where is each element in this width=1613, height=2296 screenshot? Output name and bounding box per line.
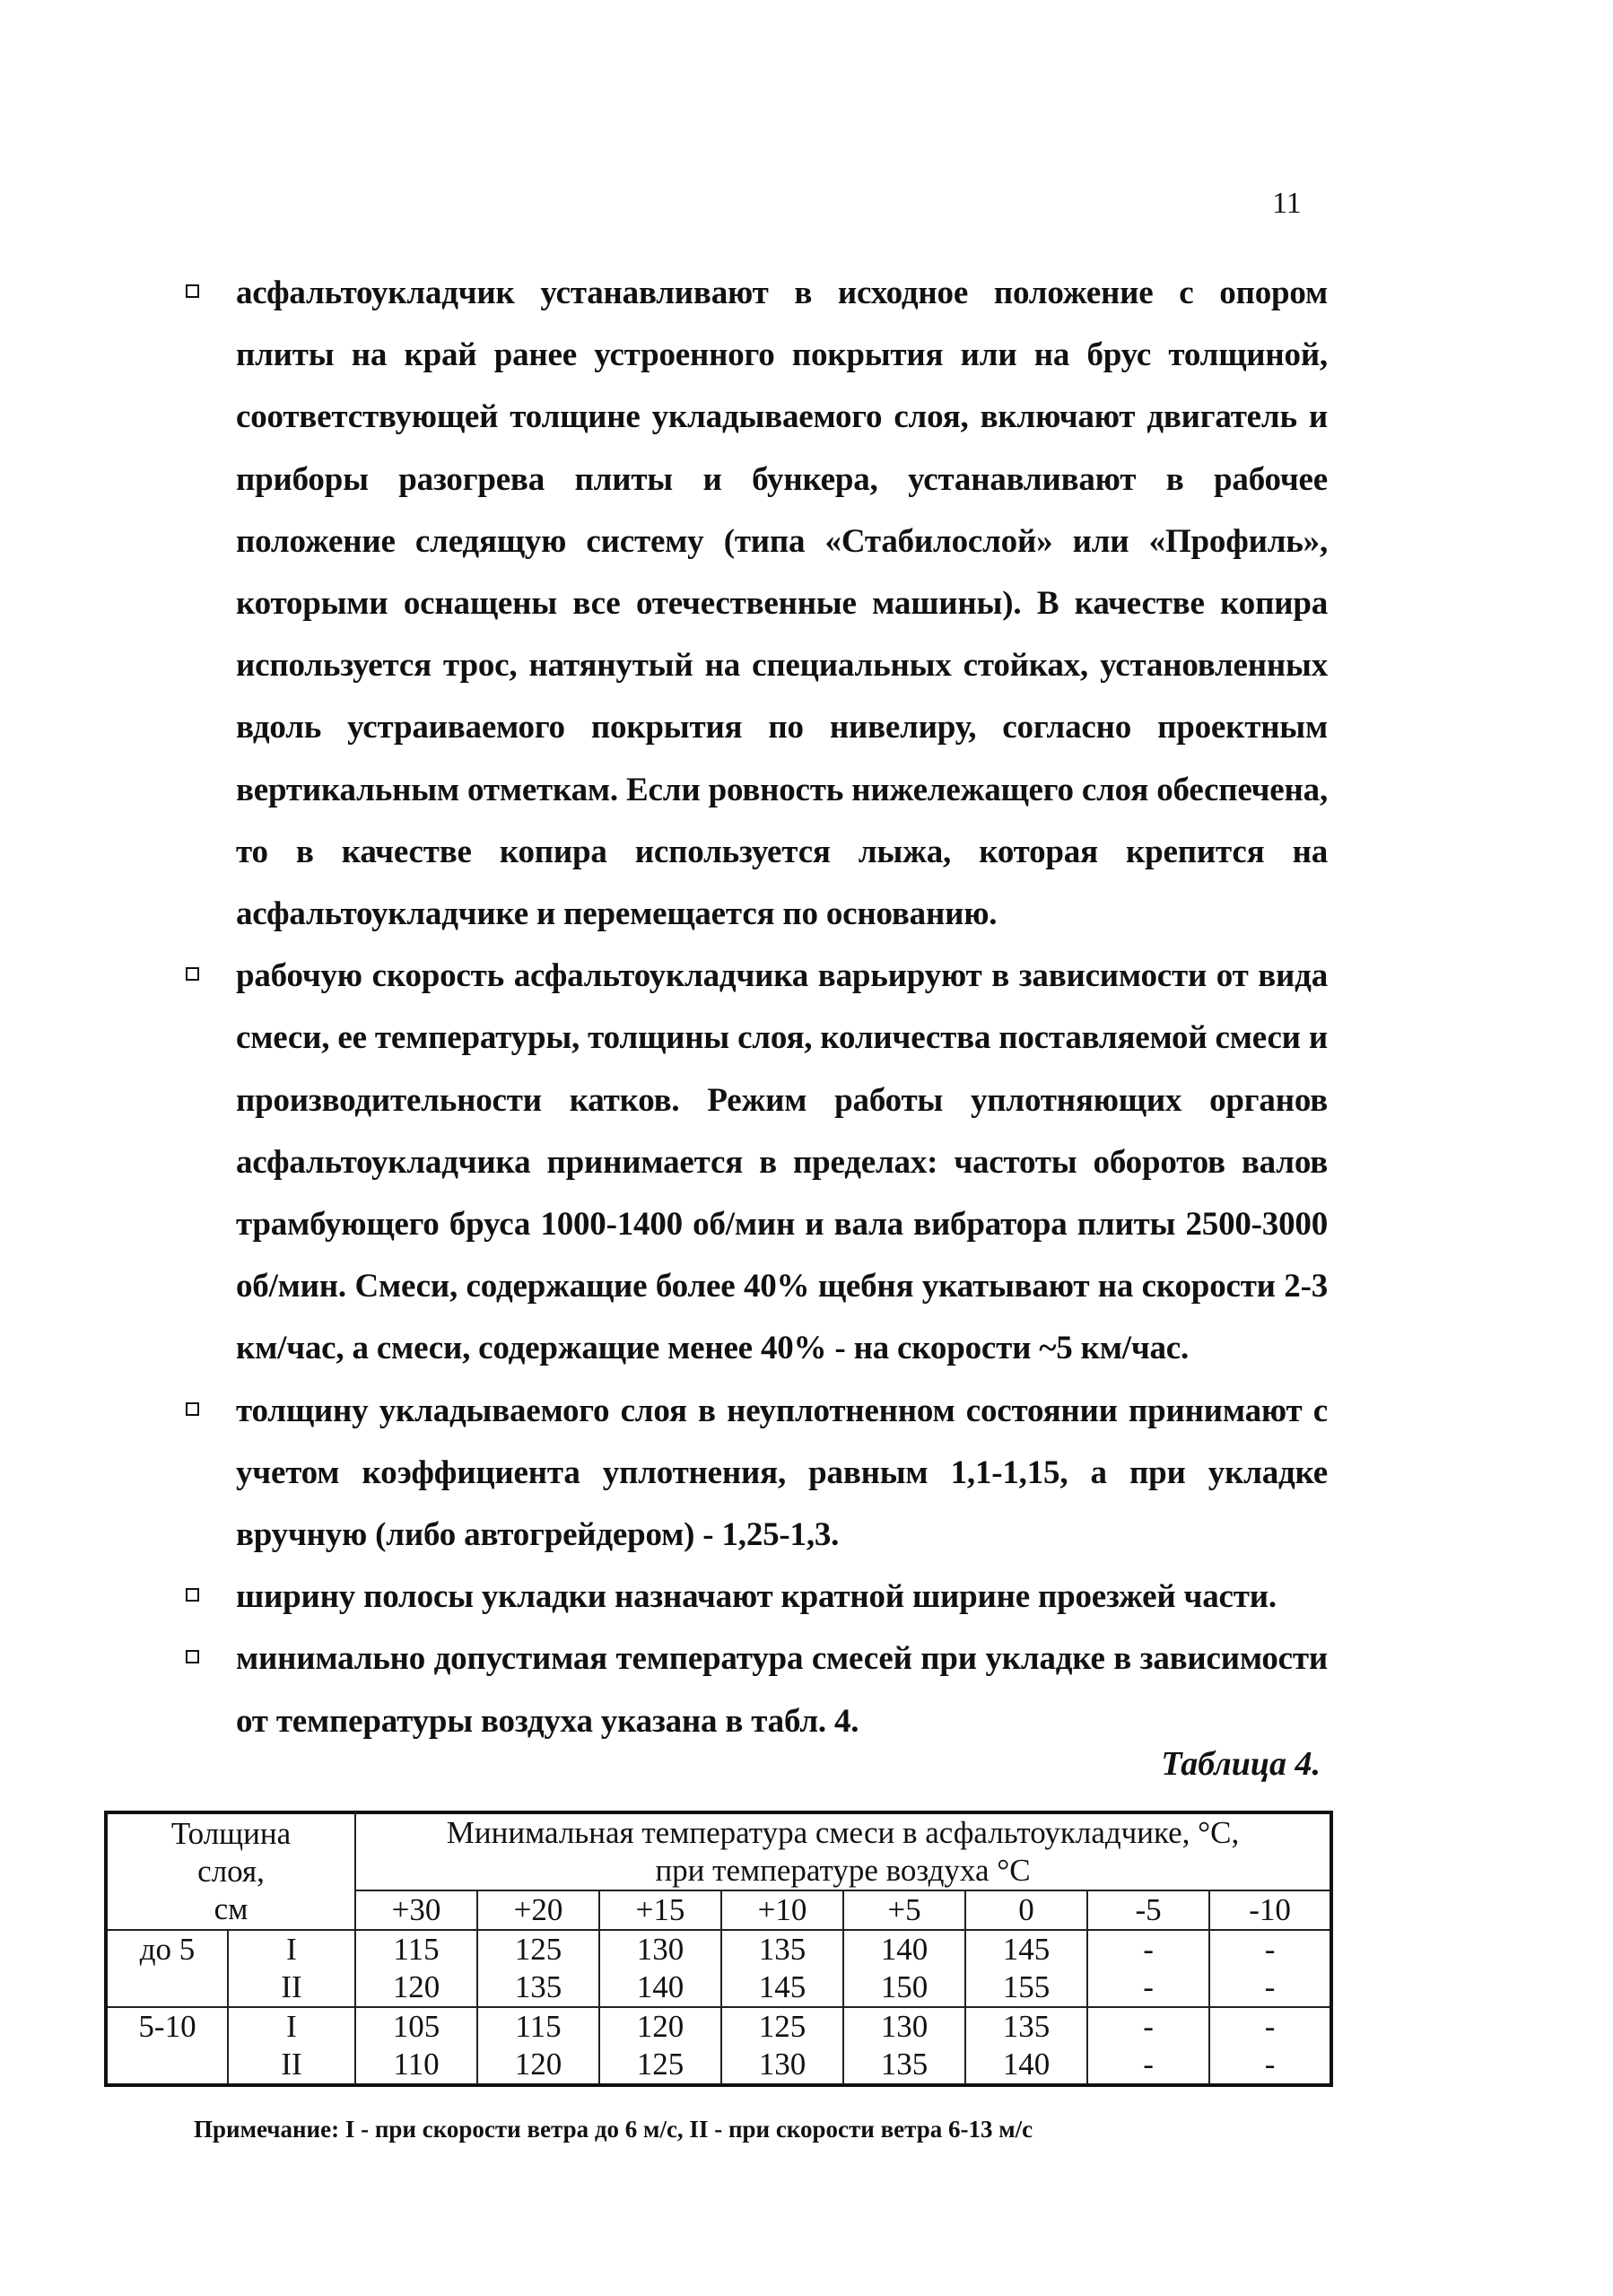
value-cell: 120 (355, 1969, 477, 2007)
air-temp-cell: +15 (599, 1890, 721, 1930)
value-cell: 130 (843, 2007, 965, 2046)
table-row (106, 1969, 1331, 2007)
value-cell: - (1087, 2007, 1209, 2046)
value-cell: 155 (965, 1969, 1087, 2007)
list-item (184, 1380, 1328, 1567)
air-temp-cell: 0 (965, 1890, 1087, 1930)
page-number: 11 (1272, 187, 1302, 220)
value-cell: 105 (355, 2007, 477, 2046)
value-cell: 110 (355, 2046, 477, 2085)
min-temperature-header (355, 1812, 1331, 1890)
value-cell: - (1087, 2046, 1209, 2085)
temperature-table-container (104, 1811, 1330, 2087)
value-cell: 135 (843, 2046, 965, 2085)
square-bullet-icon (186, 1588, 199, 1602)
square-bullet-icon (186, 967, 199, 981)
value-cell: - (1209, 1969, 1331, 2007)
value-cell: 120 (599, 2007, 721, 2046)
value-cell: - (1087, 1969, 1209, 2007)
table-note: Примечание: I - при скорости ветра до 6 м/с, II - при скорости ветра 6-13 м/с (194, 2116, 1033, 2143)
list-item (184, 1628, 1328, 1751)
air-temp-cell: -10 (1209, 1890, 1331, 1930)
air-temp-cell: +10 (721, 1890, 843, 1930)
wind-cell: I (228, 2007, 355, 2046)
value-cell: 145 (721, 1969, 843, 2007)
wind-cell: I (228, 1930, 355, 1969)
value-cell: - (1087, 1930, 1209, 1969)
bullet-list (184, 262, 1328, 1752)
min-temperature-header-line: при температуре воздуха °C (655, 1853, 1031, 1888)
value-cell: 140 (599, 1969, 721, 2007)
thickness-header-line: см (214, 1891, 248, 1926)
value-cell: 130 (599, 1930, 721, 1969)
value-cell: - (1209, 2007, 1331, 2046)
value-cell: 115 (355, 1930, 477, 1969)
list-item (184, 262, 1328, 945)
value-cell: 135 (965, 2007, 1087, 2046)
value-cell: - (1209, 2046, 1331, 2085)
thickness-header-line: Толщина (170, 1816, 292, 1851)
value-cell: 130 (721, 2046, 843, 2085)
value-cell: 140 (843, 1930, 965, 1969)
value-cell: 135 (721, 1930, 843, 1969)
value-cell: 125 (599, 2046, 721, 2085)
air-temp-cell: +30 (355, 1890, 477, 1930)
thickness-header-line: слоя, (197, 1854, 265, 1889)
value-cell: 140 (965, 2046, 1087, 2085)
air-temp-cell: +5 (843, 1890, 965, 1930)
value-cell: 145 (965, 1930, 1087, 1969)
thickness-cell: до 5 (106, 1930, 228, 2007)
value-cell: 125 (721, 2007, 843, 2046)
table-row (106, 2007, 1331, 2046)
list-item-text: толщину укладываемого слоя в неуплотненном состоянии принимают с учетом коэффициента уплотнения, равным 1,1-1,15, а при укладке вручную (либо автогрейдером) - 1,25-1,3. (236, 1392, 1328, 1554)
list-item-text: минимально допустимая температура смесей при укладке в зависимости от температуры воздуха указана в табл. 4. (236, 1640, 1328, 1740)
thickness-cell: 5-10 (106, 2007, 228, 2085)
square-bullet-icon (186, 1650, 199, 1663)
thickness-header (106, 1812, 355, 1930)
value-cell: 135 (477, 1969, 599, 2007)
value-cell: 150 (843, 1969, 965, 2007)
air-temp-cell: +20 (477, 1890, 599, 1930)
value-cell: - (1209, 1930, 1331, 1969)
wind-cell: II (228, 2046, 355, 2085)
table-row (106, 2046, 1331, 2085)
list-item-text: асфальтоукладчик устанавливают в исходное положение с опором плиты на край ранее устроенного покрытия или на брус толщиной, соответствующей толщине укладываемого слоя, включают двигатель и приборы разогрева плиты и бункера, устанавливают в рабочее положение следящую систему (типа «Стабилослой» или «Профиль», которыми оснащены все отечественные машины). В качестве копира используется трос, натянутый на специальных стойках, установленных вдоль устраиваемого покрытия по нивелиру, согласно проектным вертикальным отметкам. Если ровность нижележащего слоя обеспечена, то в качестве копира используется лыжа, которая крепится на асфальтоукладчике и перемещается по основанию. (236, 275, 1328, 933)
temperature-table (104, 1811, 1333, 2087)
air-temp-cell: -5 (1087, 1890, 1209, 1930)
square-bullet-icon (186, 284, 199, 298)
wind-cell: II (228, 1969, 355, 2007)
min-temperature-header-line: Минимальная температура смеси в асфальтоукладчике, °C, (446, 1815, 1240, 1850)
list-item (184, 1566, 1328, 1628)
list-item-text: ширину полосы укладки назначают кратной ширине проезжей части. (236, 1578, 1277, 1616)
value-cell: 125 (477, 1930, 599, 1969)
value-cell: 120 (477, 2046, 599, 2085)
square-bullet-icon (186, 1402, 199, 1416)
table-caption: Таблица 4. (1161, 1745, 1321, 1783)
list-item-text: рабочую скорость асфальтоукладчика варьируют в зависимости от вида смеси, ее температуры, толщины слоя, количества поставляемой смеси и производительности катков. Режим работы уплотняющих органов асфальтоукладчика принимается в пределах: частоты оборотов валов трамбующего бруса 1000-1400 об/мин и вала вибратора плиты 2500-3000 об/мин. Смеси, содержащие более 40% щебня укатывают на скорости 2-3 км/час, а смеси, содержащие менее 40% - на скорости ~5 км/час. (236, 957, 1328, 1367)
value-cell: 115 (477, 2007, 599, 2046)
table-row (106, 1930, 1331, 1969)
list-item (184, 945, 1328, 1379)
